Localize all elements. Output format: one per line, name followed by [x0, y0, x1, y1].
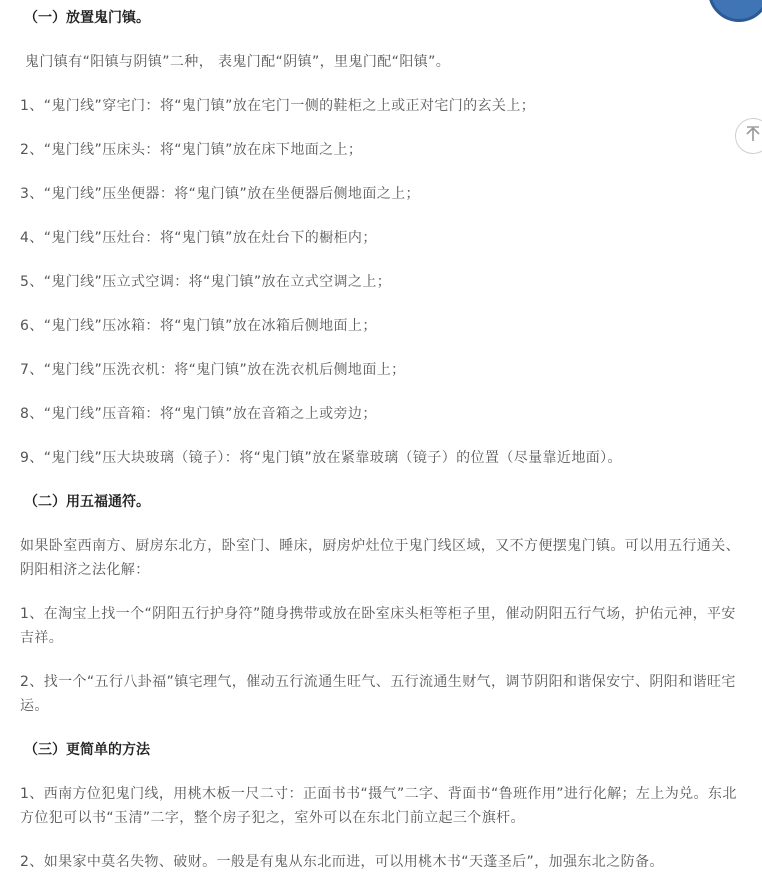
- list-item: 1、在淘宝上找一个“阴阳五行护身符”随身携带或放在卧室床头柜等柜子里，催动阴阳五行气场，护佑元神，平安吉祥。: [20, 606, 736, 646]
- list-item: 2、如果家中莫名失物、破财。一般是有鬼从东北而进，可以用桃木书“天蓬圣后”，加强东北之防备。: [20, 854, 664, 870]
- section-heading: （一）放置鬼门镇。: [24, 10, 150, 26]
- list-item: 3、“鬼门线”压坐便器：将“鬼门镇”放在坐便器后侧地面之上；: [20, 186, 420, 202]
- section-intro: 如果卧室西南方、厨房东北方，卧室门、睡床，厨房炉灶位于鬼门线区域，又不方便摆鬼门镇。可以用五行通关、阴阳相济之法化解：: [20, 538, 740, 578]
- section-heading: （二）用五福通符。: [24, 494, 150, 510]
- list-item: 5、“鬼门线”压立式空调：将“鬼门镇”放在立式空调之上；: [20, 274, 392, 290]
- floating-corner-widget[interactable]: [708, 0, 762, 22]
- arrow-up-icon: [746, 126, 760, 146]
- list-item: 1、“鬼门线”穿宅门：将“鬼门镇”放在宅门一侧的鞋柜之上或正对宅门的玄关上；: [20, 98, 536, 114]
- list-item: 8、“鬼门线”压音箱：将“鬼门镇”放在音箱之上或旁边；: [20, 406, 377, 422]
- section-heading: （三）更简单的方法: [24, 742, 150, 758]
- list-item: 6、“鬼门线”压冰箱：将“鬼门镇”放在冰箱后侧地面上；: [20, 318, 377, 334]
- section-intro: 鬼门镇有“阳镇与阴镇”二种， 表鬼门配“阴镇”，里鬼门配“阳镇”。: [25, 54, 451, 70]
- list-item: 4、“鬼门线”压灶台：将“鬼门镇”放在灶台下的橱柜内；: [20, 230, 377, 246]
- list-item: 7、“鬼门线”压洗衣机：将“鬼门镇”放在洗衣机后侧地面上；: [20, 362, 406, 378]
- list-item: 9、“鬼门线”压大块玻璃（镜子）：将“鬼门镇”放在紧靠玻璃（镜子）的位置（尽量靠近地面）。: [20, 450, 622, 466]
- list-item: 2、“鬼门线”压床头：将“鬼门镇”放在床下地面之上；: [20, 142, 363, 158]
- list-item: 1、西南方位犯鬼门线，用桃木板一尺二寸：正面书书“摄气”二字、背面书“鲁班作用”进行化解；左上为兑。东北方位犯可以书“玉清”二字，整个房子犯之，室外可以在东北门前立起三个旗杆。: [20, 786, 737, 826]
- list-item: 2、找一个“五行八卦福”镇宅理气，催动五行流通生旺气、五行流通生财气，调节阴阳和谐保安宁、阴阳和谐旺宅运。: [20, 674, 736, 714]
